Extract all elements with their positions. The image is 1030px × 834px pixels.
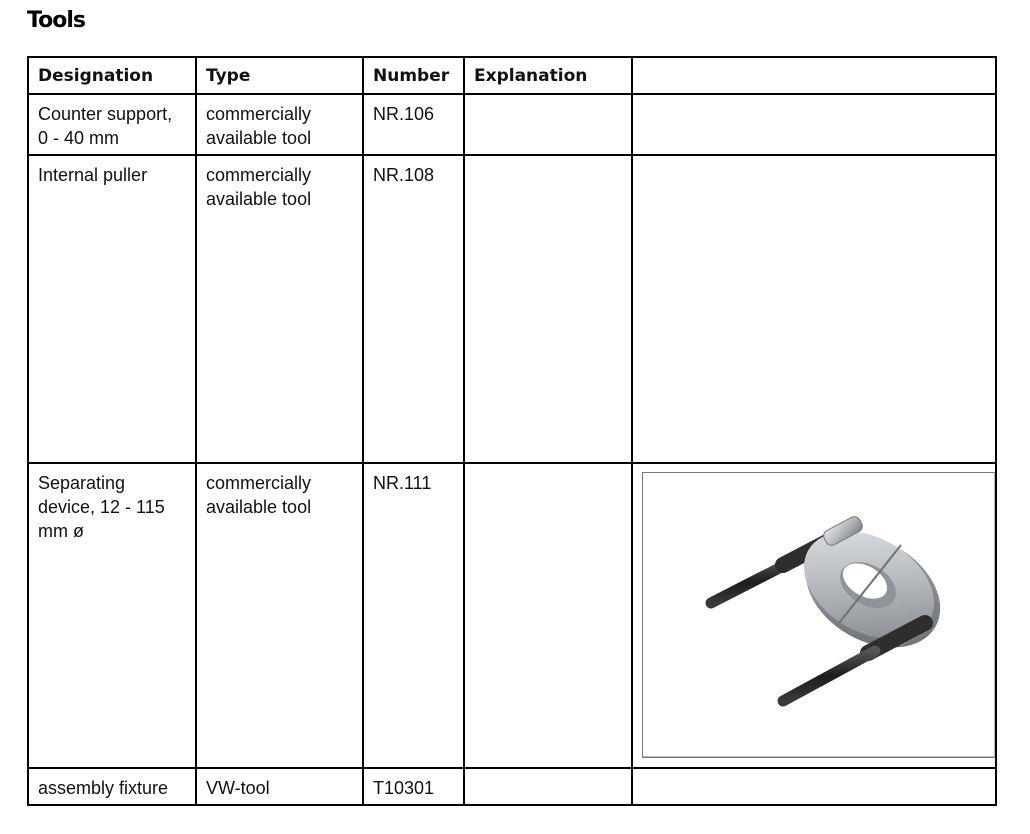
header-number: Number — [363, 57, 464, 94]
cell-type: commercially available tool — [196, 463, 363, 768]
cell-designation: Counter support, 0 - 40 mm — [28, 94, 196, 155]
cell-number: NR.108 — [363, 155, 464, 463]
cell-explanation — [464, 768, 632, 805]
cell-explanation — [464, 94, 632, 155]
header-explanation: Explanation — [464, 57, 632, 94]
cell-designation: Internal puller — [28, 155, 196, 463]
table-row — [28, 768, 996, 805]
separating-device-illustration — [643, 473, 995, 757]
cell-type: VW-tool — [196, 768, 363, 805]
header-designation: Designation — [28, 57, 196, 94]
cell-explanation — [464, 463, 632, 768]
cell-number: NR.111 — [363, 463, 464, 768]
cell-image — [632, 463, 996, 768]
tools-table — [27, 56, 997, 806]
table-header-row — [28, 57, 996, 94]
cell-designation: assembly fixture — [28, 768, 196, 805]
cell-image — [632, 94, 996, 155]
table-row — [28, 155, 996, 463]
cell-explanation — [464, 155, 632, 463]
table-row — [28, 463, 996, 768]
cell-number: T10301 — [363, 768, 464, 805]
cell-image — [632, 155, 996, 463]
separating-device-photo — [642, 472, 996, 758]
cell-type: commercially available tool — [196, 155, 363, 463]
header-type: Type — [196, 57, 363, 94]
cell-image — [632, 768, 996, 805]
cell-designation: Separating device, 12 - 115 mm ø — [28, 463, 196, 768]
cell-number: NR.106 — [363, 94, 464, 155]
cell-type: commercially available tool — [196, 94, 363, 155]
page-title: Tools — [27, 8, 85, 33]
table-row — [28, 94, 996, 155]
header-image — [632, 57, 996, 94]
